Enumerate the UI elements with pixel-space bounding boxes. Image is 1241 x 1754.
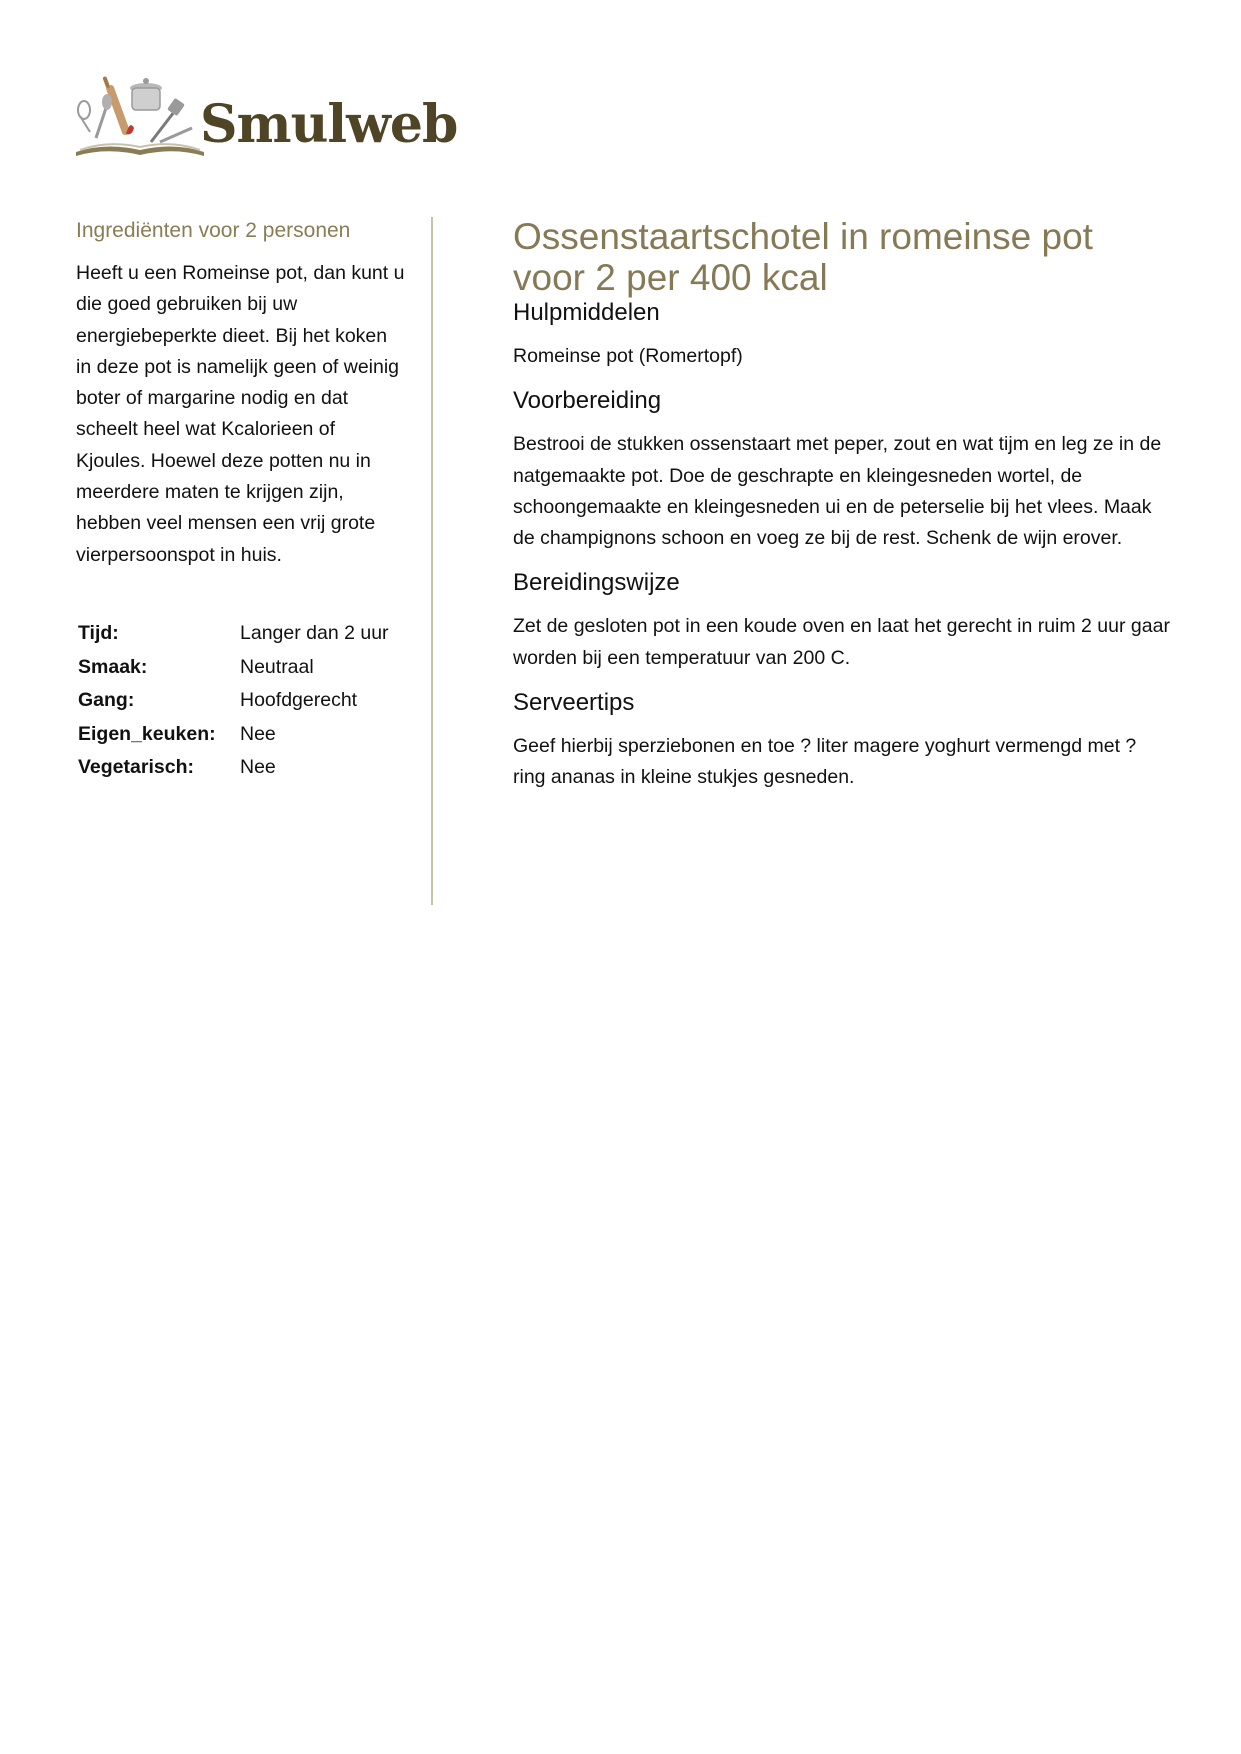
logo-wordmark: Smulweb — [200, 94, 458, 155]
recipe-title: Ossenstaartschotel in romeinse pot voor 2 per 400 kcal — [513, 216, 1093, 298]
spec-label: Smaak: — [78, 655, 148, 678]
section-heading-serving-tips: Serveertips — [513, 689, 635, 717]
spec-row-taste — [76, 650, 389, 684]
spec-value: Neutraal — [240, 655, 314, 678]
section-heading-method: Bereidingswijze — [513, 569, 680, 597]
recipe-sidebar — [76, 218, 406, 784]
section-text-method: Zet de gesloten pot in een koude oven en laat het gerecht in ruim 2 uur gaar worden bij een temperatuur van 200 C. — [513, 615, 1170, 669]
recipe-specs-table — [76, 617, 389, 785]
spec-row-vegetarian — [76, 751, 389, 785]
spec-value: Nee — [240, 722, 276, 745]
spec-row-own-kitchen — [76, 717, 389, 751]
section-text-tools: Romeinse pot (Romertopf) — [513, 345, 743, 367]
spec-value: Hoofdgerecht — [240, 689, 358, 712]
recipe-intro: Heeft u een Romeinse pot, dan kunt u die goed gebruiken bij uw energiebeperkte dieet. Bij het koken in deze pot is namelijk geen of weinig boter of margarine nodig en dat scheelt heel wat Kcalorieen of Kjoules. Hoewel deze potten nu in meerdere maten te krijgen zijn, hebben veel mensen een vrij grote vierpersoonspot in huis. — [76, 262, 405, 566]
spec-row-time — [76, 617, 389, 651]
smulweb-logo[interactable] — [76, 72, 476, 162]
section-text-serving-tips: Geef hierbij sperziebonen en toe ? liter magere yoghurt vermengd met ? ring ananas in kleine stukjes gesneden. — [513, 735, 1137, 789]
spec-label: Gang: — [78, 689, 135, 712]
spec-label: Tijd: — [78, 622, 119, 645]
spec-row-course — [76, 684, 389, 718]
column-divider — [431, 217, 433, 905]
spec-label: Eigen_keuken: — [78, 722, 216, 745]
section-heading-tools: Hulpmiddelen — [513, 299, 660, 326]
section-text-preparation: Bestrooi de stukken ossenstaart met peper, zout en wat tijm en leg ze in de natgemaakte pot. Doe de geschrapte en kleingesneden wortel, de schoongemaakte en kleingesneden ui en de peterselie bij het vlees. Maak de champignons schoon en voeg ze bij de rest. Schenk de wijn erover. — [513, 433, 1162, 550]
spec-value: Langer dan 2 uur — [240, 622, 389, 645]
section-heading-preparation: Voorbereiding — [513, 387, 662, 415]
spec-value: Nee — [240, 756, 276, 779]
cookbook-utensils-logo-icon — [76, 72, 206, 162]
spec-label: Vegetarisch: — [78, 756, 194, 779]
recipe-main — [513, 216, 1173, 794]
ingredients-heading: Ingrediënten voor 2 personen — [76, 219, 351, 242]
